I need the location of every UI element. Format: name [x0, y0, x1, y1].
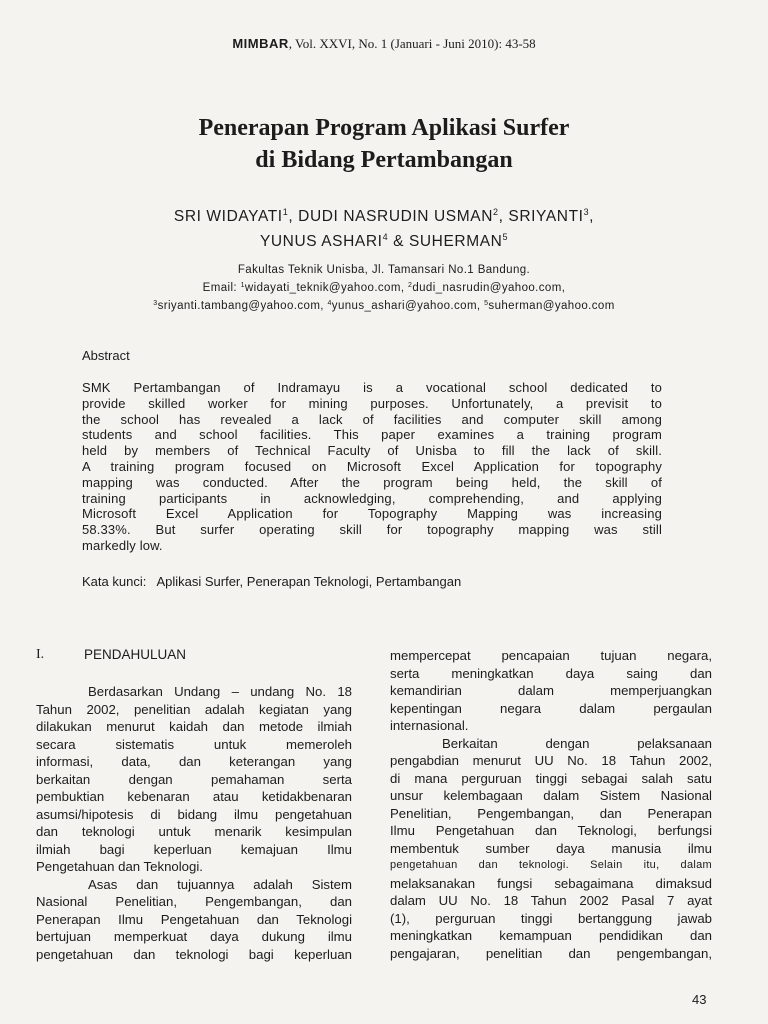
keywords	[82, 574, 461, 589]
email-mark: 5	[484, 300, 489, 307]
author-name: SRI WIDAYATI	[173, 208, 283, 225]
abstract-heading: Abstract	[82, 348, 130, 363]
abstract-line: students and school facilities. This paper examines a training program	[82, 427, 662, 443]
body-line: bertujuan memperkuat daya dukung ilmu	[36, 929, 352, 944]
body-line: Penelitian, Pengembangan, dan Penerapan	[390, 805, 712, 821]
author-affil-mark: 4	[382, 232, 389, 242]
body-line: informasi, data, dan keterangan yang	[36, 754, 352, 769]
journal-header	[0, 36, 768, 52]
body-line: pengetahuan dan teknologi bagi keperluan	[36, 946, 352, 962]
title-line-1: Penerapan Program Aplikasi Surfer	[198, 115, 570, 141]
author-affil-mark: 3	[583, 207, 590, 217]
body-line: membentuk sumber daya manusia ilmu	[390, 840, 712, 856]
author-name: SUHERMAN	[408, 233, 503, 250]
author-name: SRIYANTI	[508, 208, 584, 225]
left-column	[36, 683, 352, 963]
authors-line-2	[0, 227, 768, 252]
body-line: unsur kelembagaan dalam Sistem Nasional	[390, 788, 712, 803]
body-line: pengajaran, penelitian dan pengembangan,	[390, 945, 712, 961]
paper-title	[0, 112, 768, 176]
abstract-line: Microsoft Excel Application for Topography Mapping was increasing	[82, 506, 662, 522]
abstract-body	[82, 380, 662, 554]
body-line: dalam UU No. 18 Tahun 2002 Pasal 7 ayat	[390, 893, 712, 908]
title-line-2: di Bidang Pertambangan	[255, 147, 513, 173]
email-address: widayati_teknik@yahoo.com,	[244, 282, 409, 294]
email-mark: 2	[408, 282, 413, 289]
author-separator: &	[388, 233, 409, 250]
abstract-line: training participants in acknowledging, comprehending, and applying	[82, 490, 662, 506]
abstract-line: held by members of Technical Faculty of Unisba to fill the lack of skill.	[82, 443, 662, 459]
email-address: suherman@yahoo.com	[488, 300, 615, 312]
body-line: kepentingan negara dalam pergaulan	[390, 700, 712, 716]
email-address: yunus_ashari@yahoo.com,	[331, 300, 485, 312]
abstract-line: markedly low.	[82, 537, 163, 553]
keywords-label: Kata kunci:	[82, 574, 147, 589]
body-line: Nasional Penelitian, Pengembangan, dan	[36, 894, 352, 909]
body-line: di mana perguruan tinggi sebagai salah satu	[390, 770, 712, 786]
body-line: ilmiah bagi keperluan kemajuan Ilmu	[36, 841, 352, 857]
emails-line-1	[0, 278, 768, 296]
body-line: dilakukan menurut kaidah dan metode ilmiah	[36, 719, 352, 734]
abstract-line: SMK Pertambangan of Indramayu is a vocational school dedicated to	[82, 380, 662, 395]
body-line: Pengetahuan dan Teknologi.	[36, 859, 203, 874]
body-line: melaksanakan fungsi sebagaimana dimaksud	[390, 875, 712, 891]
body-line: (1), perguruan tinggi bertanggung jawab	[390, 910, 712, 926]
body-line: kemandirian dalam memperjuangkan	[390, 683, 712, 698]
author-separator: ,	[288, 208, 299, 225]
email-mark: 4	[327, 300, 332, 307]
abstract-line: 58.33%. But surfer operating skill for topography mapping was still	[82, 522, 662, 538]
author-name: DUDI NASRUDIN USMAN	[298, 208, 493, 225]
email-address: sriyanti.tambang@yahoo.com,	[157, 300, 328, 312]
body-line: meningkatkan kemampuan pendidikan dan	[390, 928, 712, 943]
emails-line-2	[0, 296, 768, 314]
abstract-line: A training program focused on Microsoft Excel Application for topography	[82, 458, 662, 474]
author-separator: ,	[498, 208, 509, 225]
author-affil-mark: 5	[502, 232, 509, 242]
journal-name: MIMBAR	[232, 36, 289, 51]
authors-line-1	[0, 202, 768, 227]
body-line: pengabdian menurut UU No. 18 Tahun 2002,	[390, 753, 712, 768]
body-line: mempercepat pencapaian tujuan negara,	[390, 648, 712, 663]
right-column	[390, 647, 712, 962]
email-mark: 3	[153, 300, 158, 307]
body-line: pembuktian kebenaran atau ketidakbenaran	[36, 789, 352, 804]
author-affil-mark: 2	[492, 207, 499, 217]
body-line: Berkaitan dengan pelaksanaan	[442, 735, 712, 751]
body-line: Asas dan tujuannya adalah Sistem	[88, 876, 352, 892]
keywords-text: Aplikasi Surfer, Penerapan Teknologi, Pertambangan	[156, 574, 462, 589]
abstract-line: provide skilled worker for mining purposes. Unfortunately, a previsit to	[82, 395, 662, 411]
affiliation-block	[0, 263, 768, 314]
body-line: internasional.	[390, 718, 469, 733]
body-line: Tahun 2002, penelitian adalah kegiatan yang	[36, 701, 352, 717]
email-label: Email:	[202, 282, 241, 294]
author-separator: ,	[589, 208, 595, 225]
page-number: 43	[692, 992, 707, 1007]
body-line: asumsi/hipotesis di bidang ilmu pengetahuan	[36, 806, 352, 822]
section-title: PENDAHULUAN	[84, 647, 187, 662]
body-line: secara sistematis untuk memeroleh	[36, 736, 352, 752]
body-line: Berdasarkan Undang – undang No. 18	[88, 684, 352, 699]
abstract-line: mapping was conducted. After the program being held, the skill of	[82, 474, 662, 490]
journal-citation: , Vol. XXVI, No. 1 (Januari - Juni 2010): 43-58	[288, 36, 536, 51]
abstract-line: the school has revealed a lack of facilities and computer skill among	[82, 411, 662, 427]
body-line: Ilmu Pengetahuan dan Teknologi, berfungsi	[390, 823, 712, 838]
body-line: serta meningkatkan daya saing dan	[390, 665, 712, 681]
email-address: dudi_nasrudin@yahoo.com,	[412, 282, 566, 294]
author-affil-mark: 1	[282, 207, 289, 217]
author-name: YUNUS ASHARI	[259, 233, 383, 250]
institution: Fakultas Teknik Unisba, Jl. Tamansari No.1 Bandung.	[237, 264, 531, 276]
section-number: I.	[36, 647, 45, 662]
body-line: pengetahuan dan teknologi. Selain itu, dalam	[390, 859, 712, 871]
author-list	[0, 202, 768, 252]
email-mark: 1	[240, 282, 245, 289]
body-line: berkaitan dengan pemahaman serta	[36, 771, 352, 787]
body-line: Penerapan Ilmu Pengetahuan dan Teknologi	[36, 911, 352, 927]
body-line: dan teknologi untuk menarik kesimpulan	[36, 824, 352, 839]
